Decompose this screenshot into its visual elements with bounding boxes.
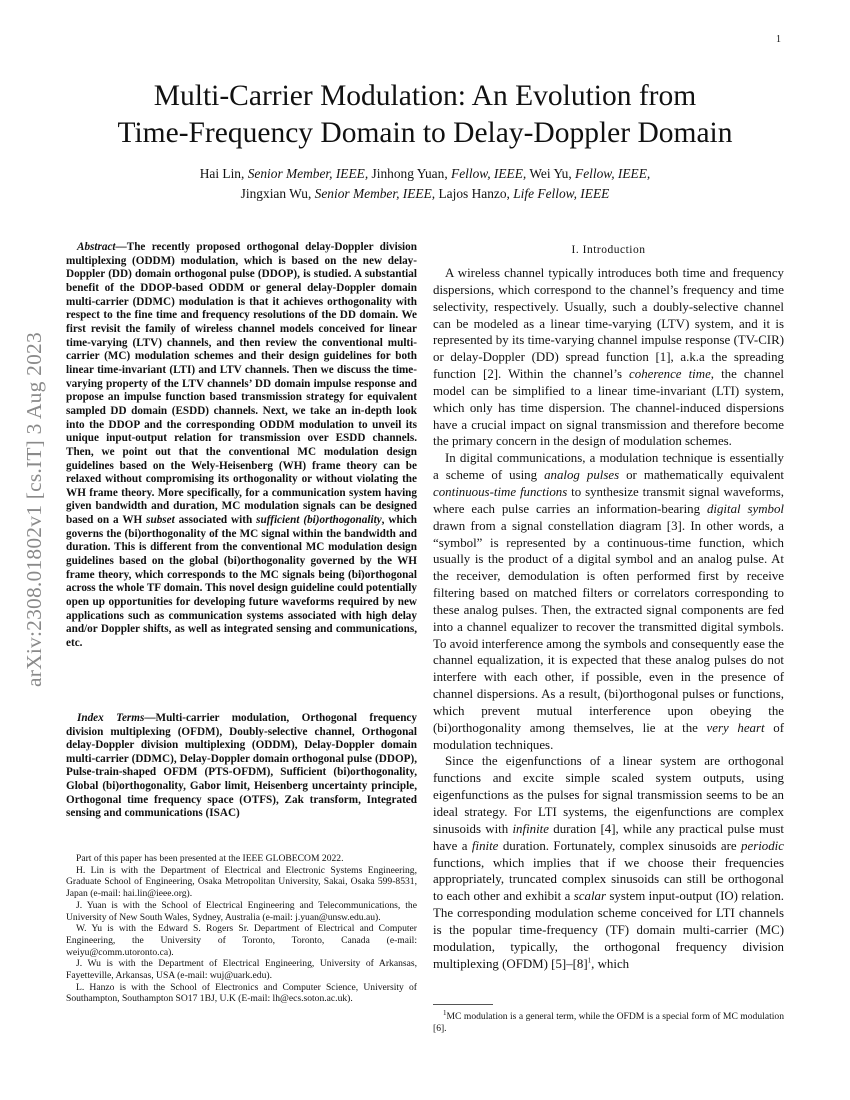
text-run: or mathematically equivalent xyxy=(619,468,785,483)
emphasis: infinite xyxy=(512,821,549,836)
text-run: to synthesize transmit signal waveforms, where each pulse carries an information-bearing xyxy=(433,484,785,516)
abstract-emphasis: subset xyxy=(146,514,175,527)
paragraph xyxy=(433,450,784,753)
footnote: H. Lin is with the Department of Electrical and Electronic Systems Engineering, Graduate School of Engineering, Osaka Metropolitan University, Sakai, Osaka 599-8531, Japan (e-mail: hai.lin@ieee.org). xyxy=(66,864,417,900)
footnote-divider xyxy=(433,1004,493,1005)
emphasis: digital symbol xyxy=(706,501,785,516)
text-run: , the channel model can be simplified to a linear time-invariant (LTI) system, which only has time dispersion. The channel-induced dispersions have a crucial impact on signal transmission and therefore become the primary concern in the design of modulation schemes. xyxy=(433,367,784,449)
emphasis: periodic xyxy=(741,838,784,853)
footnote: Part of this paper has been presented at the IEEE GLOBECOM 2022. xyxy=(76,853,344,864)
emphasis: very heart xyxy=(706,720,765,735)
text-run: In digital communications, a modulation technique is essentially a scheme of using xyxy=(433,451,784,483)
text-run: , which xyxy=(591,956,630,971)
abstract xyxy=(66,241,417,651)
text-run: of modulation techniques. xyxy=(433,720,784,752)
text-run: functions, which implies that if we choose their frequencies appropriately, truncated complex sinusoids can still be orthogonal to each other and exhibit a xyxy=(433,855,784,904)
author-role: Senior Member, IEEE, xyxy=(247,166,369,181)
emphasis: finite xyxy=(471,838,499,853)
author-name: Wei Yu, xyxy=(526,166,576,181)
author-name: Jingxian Wu, xyxy=(240,186,315,201)
footnote: J. Yuan is with the School of Electrical Engineering and Telecommunications, the University of New South Wales, Sydney, Australia (e-mail: j.yuan@unsw.edu.au). xyxy=(66,899,417,923)
paragraph xyxy=(433,265,784,450)
abstract-label: Abstract xyxy=(77,241,116,253)
footnote-text: MC modulation is a general term, while the OFDM is a special form of MC modulation [6]. xyxy=(433,1011,784,1034)
index-terms xyxy=(66,712,417,821)
footnote-marker: 1 xyxy=(443,1008,447,1017)
paper-title xyxy=(60,78,790,152)
section-heading: I. Introduction xyxy=(571,244,646,256)
column-footnote xyxy=(433,1008,784,1034)
emphasis: coherence time xyxy=(629,367,711,382)
index-terms-label: Index Terms xyxy=(77,712,145,724)
author-role: Fellow, IEEE, xyxy=(451,166,527,181)
footnote: W. Yu is with the Edward S. Rogers Sr. Department of Electrical and Computer Engineering, the University of Toronto, Toronto, Canada (e-mail: weiyu@comm.utoronto.ca). xyxy=(66,923,417,958)
author-list xyxy=(90,164,760,204)
emphasis: scalar xyxy=(573,889,606,904)
footnote xyxy=(433,1008,784,1034)
author-role: Senior Member, IEEE, xyxy=(314,186,436,201)
abstract-emphasis: sufficient (bi)orthogonality xyxy=(256,514,382,527)
abstract-text: associated with xyxy=(174,514,257,527)
author-role: Fellow, IEEE, xyxy=(575,166,651,181)
arxiv-stamp: arXiv:2308.01802v1 [cs.IT] 3 Aug 2023 xyxy=(22,332,46,688)
title-line-2: Time-Frequency Domain to Delay-Doppler Domain xyxy=(117,117,733,149)
emphasis: analog pulses xyxy=(544,468,620,483)
footnote-marker: 1 xyxy=(587,956,592,965)
footnote: J. Wu is with the Department of Electrical Engineering, University of Arkansas, Fayetteville, Arkansas, USA (e-mail: wuj@uark.edu). xyxy=(66,958,417,982)
text-run: A wireless channel typically introduces both time and frequency dispersions, which correspond to the channel’s frequency and time selectivity, respectively. Usually, such a doubly-selective channel can be modeled as a linear time-varying (LTV) system, and it is represented by its time-varying channel impulse response (TV-CIR) or delay-Doppler (DD) spread function [1], a.k.a the spreading function [2]. Within the channel’s xyxy=(433,266,784,382)
introduction-body xyxy=(433,265,784,972)
paragraph xyxy=(433,753,784,972)
index-terms-text: —Multi-carrier modulation, Orthogonal frequency division multiplexing (OFDM), Doubly-selective channel, Orthogonal delay-Doppler division multiplexing (ODDM), Delay-Doppler domain multi-carrier (DDMC), Delay-Doppler domain orthogonal pulse (DDOP), Pulse-train-shaped OFDM (PTS-OFDM), Sufficient (bi)orthogonality, Global (bi)orthogonality, Gabor limit, Heisenberg uncertainty principle, Orthogonal time frequency space (OTFS), Zak transform, Integrated sensing and communications (ISAC) xyxy=(66,712,417,820)
abstract-text: , which governs the (bi)orthogonality of the MC signal within the bandwidth and duration. This is different from the conventional MC modulation design guidelines based on the global (bi)orthogonality governed by the WH frame theory, which corresponds to the MC signals being (bi)orthogonal across the whole TF domain. This novel design guideline could potentially open up opportunities for developing future waveforms required by new applications such as communication systems associated with high delay and/or Doppler shifts, as well as integrated sensing and communications, etc. xyxy=(66,514,417,650)
footnote: L. Hanzo is with the School of Electronics and Computer Science, University of Southampton, Southampton SO17 1BJ, U.K (E-mail: lh@ecs.soton.ac.uk). xyxy=(66,981,417,1005)
affiliation-footnotes xyxy=(66,853,417,1005)
text-run: Since the eigenfunctions of a linear system are orthogonal functions and excite simple scaled system outputs, using eigenfunctions as the pulses for signal transmission seems to be an ideal strategy. For LTI systems, the eigenfunctions are complex sinusoids with xyxy=(433,754,784,836)
author-name: Lajos Hanzo, xyxy=(435,186,514,201)
abstract-text: —The recently proposed orthogonal delay-Doppler division multiplexing (ODDM) modulation, which is based on the new delay-Doppler (DD) domain orthogonal pulse (DDOP), is studied. A substantial benefit of the DDOP-based ODDM or general delay-Doppler domain multi-carrier (DDMC) modulation is that it achieves orthogonality with respect to the fine time and frequency resolutions of the DD domain. We first revisit the family of wireless channel models conceived for linear time-varying (LTV) channels, and then review the conventional multi-carrier (MC) modulation schemes and their design guidelines for both linear time-invariant (LTI) and LTV channels. Then we discuss the time-varying property of the LTV channels’ DD domain impulse response and propose an impulse function based transmission strategy for equivalent sampled DD domain (ESDD) channels. Next, we take an in-depth look into the DDOP and the corresponding ODDM modulation to unveil its unique input-output relation for transmission over ESDD channels. Then, we point out that the conventional MC modulation design guidelines based on the Wely-Heisenberg (WH) frame theory can be relaxed without compromising its orthogonality or without violating the WH frame theory. More specifically, for a communication system having given bandwidth and duration, MC modulation signals can be designed based on a WH xyxy=(66,241,417,527)
title-line-1: Multi-Carrier Modulation: An Evolution from xyxy=(153,80,697,112)
author-name: Jinhong Yuan, xyxy=(368,166,452,181)
text-run: duration [4], while any practical pulse must have a xyxy=(433,821,785,853)
author-name: Hai Lin, xyxy=(199,166,248,181)
page-number: 1 xyxy=(776,34,781,45)
text-run: system input-output (IO) relation. The corresponding modulation scheme conceived for LTI channels is the popular time-frequency (TF) domain multi-carrier (MC) modulation, typically, the orthogonal frequency division multiplexing (OFDM) [5]–[8] xyxy=(433,889,784,971)
emphasis: continuous-time functions xyxy=(433,484,568,499)
text-run: drawn from a signal constellation diagram [3]. In other words, a “symbol” is represented by a continuous-time function, which usually is the product of a digital symbol and an analog pulse. At the receiver, demodulation is often performed first by receive filtering based on matched filters or correlators corresponding to these analog pulses. Then, the extracted signal components are fed into a channel equalizer to recover the transmitted digital symbols. To avoid interference among the symbols and consequently ease the channel equalization, it is expected that these analog pulses do not interfere with each other, if possible, even in the presence of channel dispersions. As a result, (bi)orthogonal pulses or functions, which prevent mutual interference upon obeying the (bi)orthogonality among themselves, lie at the xyxy=(433,518,784,735)
author-role: Life Fellow, IEEE xyxy=(513,186,610,201)
text-run: duration. Fortunately, complex sinusoids are xyxy=(498,838,742,853)
